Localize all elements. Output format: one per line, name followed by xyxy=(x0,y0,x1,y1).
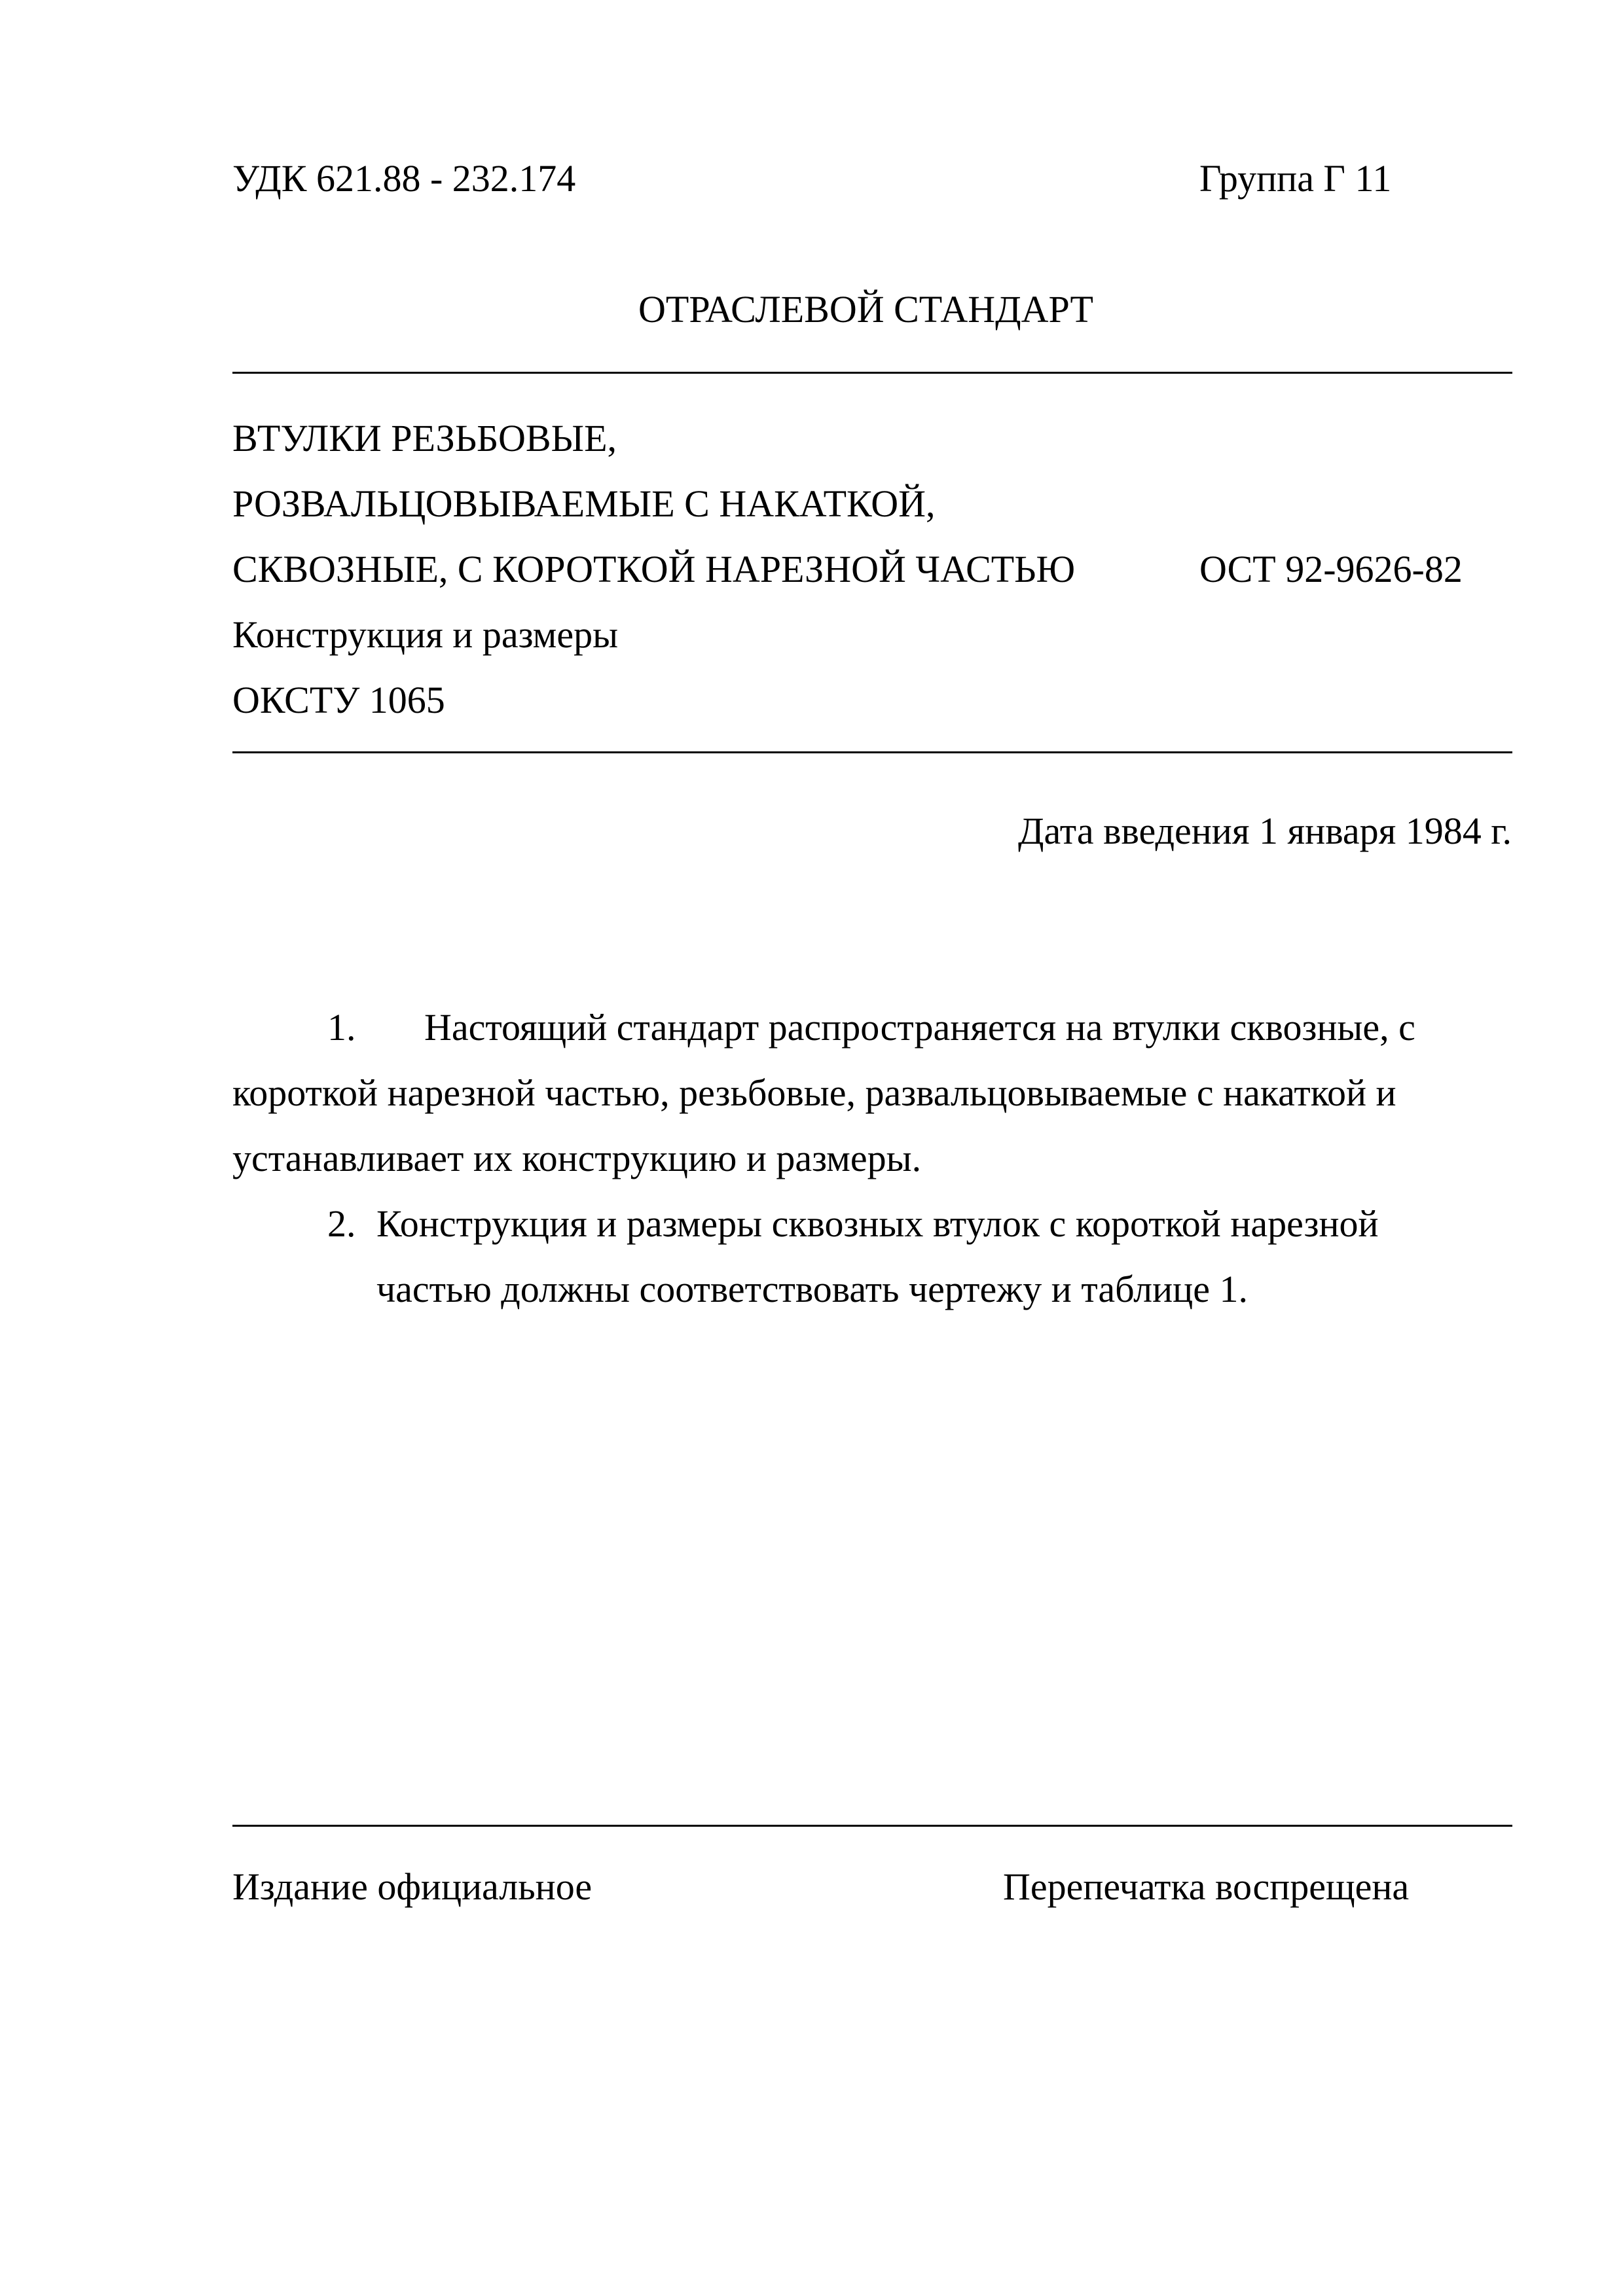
clause-1-line-3: устанавливает их конструкцию и размеры. xyxy=(232,1137,922,1179)
title-line-3: СКВОЗНЫЕ, С КОРОТКОЙ НАРЕЗНОЙ ЧАСТЬЮ xyxy=(232,548,1076,590)
group-code: Группа Г 11 xyxy=(1199,157,1392,200)
standard-type-heading: ОТРАСЛЕВОЙ СТАНДАРТ xyxy=(638,288,1093,331)
top-divider xyxy=(232,372,1512,374)
effective-date: Дата введения 1 января 1984 г. xyxy=(1017,810,1512,852)
clause-2-line-2: частью должны соответствовать чертежу и таблице 1. xyxy=(376,1268,1248,1310)
clause-1-line-2: короткой нарезной частью, резьбовые, развальцовываемые с накаткой и xyxy=(232,1071,1396,1114)
clause-2-line-1: Конструкция и размеры сквозных втулок с короткой нарезной xyxy=(376,1202,1379,1245)
title-subtitle: Конструкция и размеры xyxy=(232,613,619,656)
okstu-code: ОКСТУ 1065 xyxy=(232,679,445,721)
clause-1-line-1: Настоящий стандарт распространяется на втулки сквозные, с xyxy=(424,1006,1415,1049)
clause-1-number: 1. xyxy=(327,1006,356,1049)
title-line-1: ВТУЛКИ РЕЗЬБОВЫЕ, xyxy=(232,417,617,459)
standard-designation: ОСТ 92-9626-82 xyxy=(1199,548,1463,590)
clause-2-number: 2. xyxy=(327,1202,356,1245)
udk-code: УДК 621.88 - 232.174 xyxy=(232,157,576,200)
middle-divider xyxy=(232,751,1512,753)
footer-divider xyxy=(232,1825,1512,1827)
official-edition-note: Издание официальное xyxy=(232,1865,593,1908)
title-line-2: РОЗВАЛЬЦОВЫВАЕМЫЕ С НАКАТКОЙ, xyxy=(232,482,936,525)
reprint-prohibited-note: Перепечатка воспрещена xyxy=(1003,1865,1410,1908)
